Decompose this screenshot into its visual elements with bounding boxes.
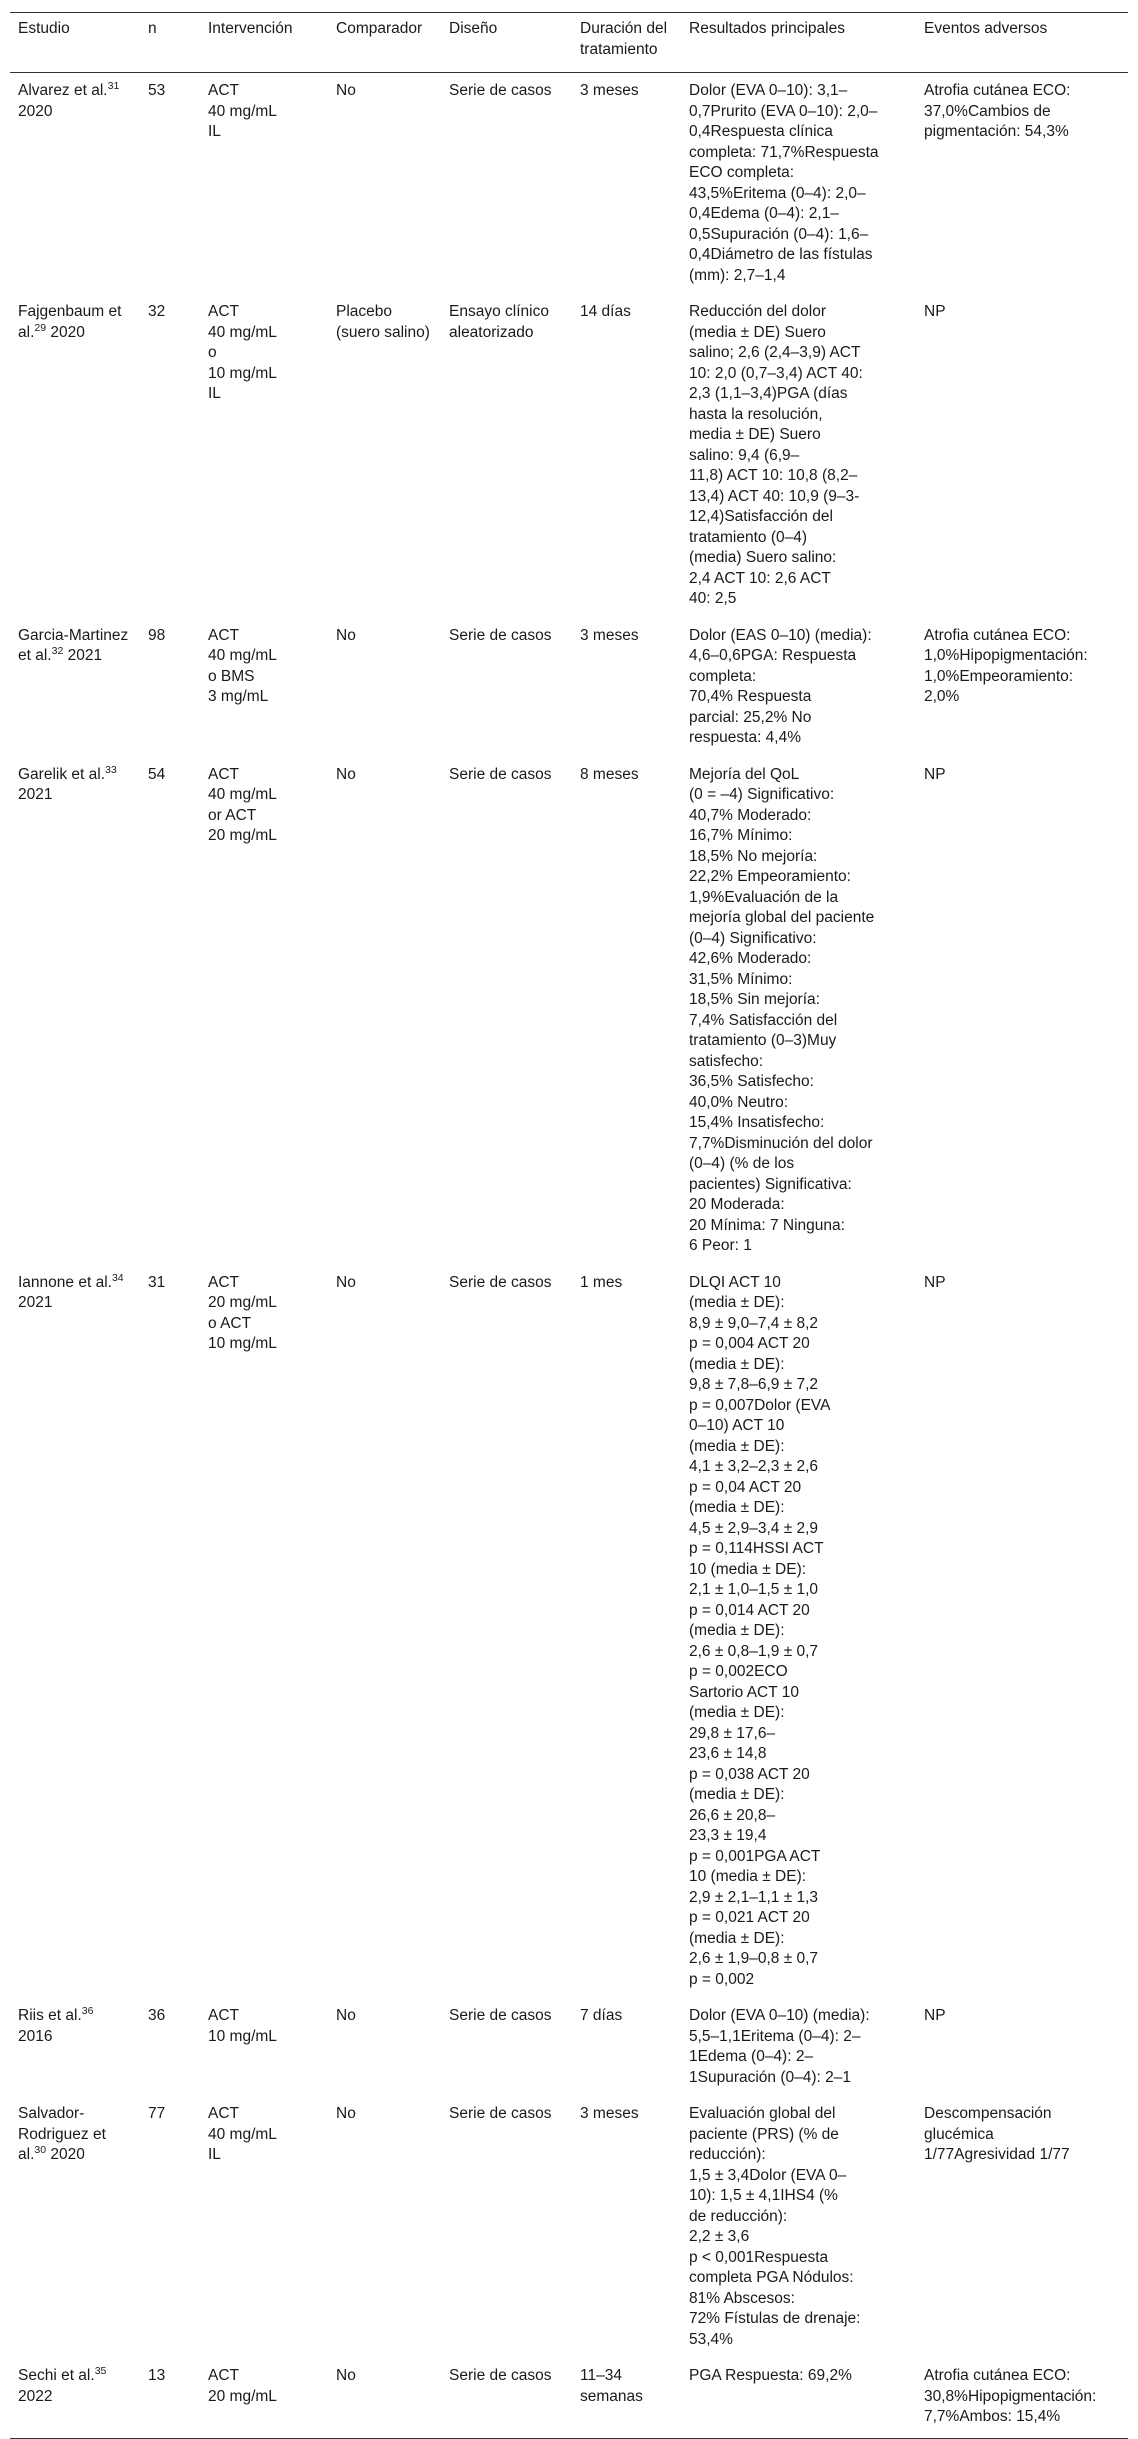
cell-eventos bbox=[916, 618, 1128, 757]
n-value: 53 bbox=[148, 82, 166, 99]
table-row bbox=[10, 757, 1128, 1265]
cell-resultados-line: 81% Abscesos: bbox=[689, 2289, 795, 2307]
cell-resultados-line: (media ± DE): bbox=[689, 1499, 785, 1516]
cell-n bbox=[140, 2358, 200, 2438]
cell-intervencion-line: 40 mg/mL bbox=[208, 323, 277, 341]
table-row bbox=[10, 1265, 1128, 1999]
cell-resultados-line: p < 0,001Respuesta bbox=[689, 2248, 829, 2266]
cell-intervencion bbox=[200, 73, 328, 295]
cell-estudio bbox=[10, 2358, 140, 2438]
table-body bbox=[10, 73, 1128, 2439]
cell-eventos bbox=[916, 2358, 1128, 2438]
cell-intervencion bbox=[200, 2096, 328, 2358]
cell-intervencion-line: ACT bbox=[208, 2367, 239, 2384]
cell-resultados-line: paciente (PRS) (% de bbox=[689, 2125, 839, 2143]
cell-resultados-line: PGA Respuesta: 69,2% bbox=[689, 2367, 852, 2384]
cell-resultados-line: 7,4% Satisfacción del bbox=[689, 1011, 838, 1029]
cell-duracion bbox=[572, 757, 681, 1265]
cell-intervencion-line: ACT bbox=[208, 2007, 239, 2024]
cell-eventos-line: NP bbox=[924, 303, 946, 320]
n-value: 54 bbox=[148, 765, 166, 783]
cell-eventos-line: Atrofia cutánea ECO: bbox=[924, 2367, 1071, 2384]
cell-eventos-line: 37,0%Cambios de bbox=[924, 102, 1051, 120]
header-resultados: Resultados principales bbox=[681, 13, 916, 73]
cell-estudio bbox=[10, 618, 140, 757]
cell-comparador bbox=[328, 1265, 441, 1999]
cell-resultados-line: 42,6% Moderado: bbox=[689, 950, 812, 967]
cell-intervencion-line: 10 mg/mL bbox=[208, 2027, 277, 2045]
cell-diseno bbox=[441, 1998, 572, 2096]
n-value: 36 bbox=[148, 2007, 166, 2024]
cell-resultados-line: 2,2 ± 3,6 bbox=[689, 2228, 750, 2245]
cell-resultados-line: 15,4% Insatisfecho: bbox=[689, 1114, 825, 1131]
header-n: n bbox=[140, 13, 200, 73]
cell-resultados-line: 36,5% Satisfecho: bbox=[689, 1073, 814, 1090]
cell-resultados-line: (media ± DE): bbox=[689, 1622, 785, 1639]
cell-resultados-line: 2,6 ± 0,8–1,9 ± 0,7 bbox=[689, 1642, 819, 1660]
cell-estudio bbox=[10, 1998, 140, 2096]
cell-intervencion bbox=[200, 757, 328, 1265]
cell-resultados bbox=[681, 1265, 916, 1999]
cell-duracion bbox=[572, 2096, 681, 2358]
cell-resultados-line: (mm): 2,7–1,4 bbox=[689, 266, 786, 284]
cell-resultados-line: media ± DE) Suero bbox=[689, 426, 821, 443]
studies-table bbox=[10, 12, 1128, 2439]
diseno-value: Ensayo clínico aleatorizado bbox=[449, 303, 549, 341]
cell-eventos-line: pigmentación: 54,3% bbox=[924, 123, 1069, 140]
cell-resultados-line: DLQI ACT 10 bbox=[689, 1273, 781, 1291]
cell-duracion bbox=[572, 1998, 681, 2096]
comparador-value: No bbox=[336, 626, 356, 644]
cell-eventos bbox=[916, 757, 1128, 1265]
cell-intervencion-line: or ACT bbox=[208, 806, 257, 824]
cell-resultados-line: Dolor (EAS 0–10) (media): bbox=[689, 626, 872, 644]
cell-intervencion-line: o ACT bbox=[208, 1314, 252, 1332]
n-value: 31 bbox=[148, 1273, 166, 1291]
cell-resultados-line: 40,0% Neutro: bbox=[689, 1093, 789, 1111]
cell-eventos-line: 7,7%Ambos: 15,4% bbox=[924, 2408, 1061, 2425]
duracion-value: 14 días bbox=[580, 303, 631, 320]
cell-duracion bbox=[572, 73, 681, 295]
cell-comparador bbox=[328, 618, 441, 757]
study-name: Garelik et al. bbox=[18, 765, 106, 783]
cell-n bbox=[140, 1998, 200, 2096]
cell-resultados-line: 26,6 ± 20,8– bbox=[689, 1806, 776, 1824]
cell-resultados-line: satisfecho: bbox=[689, 1052, 764, 1070]
cell-diseno bbox=[441, 2358, 572, 2438]
cell-duracion bbox=[572, 618, 681, 757]
cell-resultados-line: 13,4) ACT 40: 10,9 (9–3- bbox=[689, 487, 860, 505]
cell-eventos bbox=[916, 2096, 1128, 2358]
cell-resultados-line: parcial: 25,2% No bbox=[689, 708, 812, 726]
cell-resultados-line: 18,5% No mejoría: bbox=[689, 847, 818, 865]
cell-resultados-line: tratamiento (0–3)Muy bbox=[689, 1032, 837, 1049]
cell-resultados-line: 8,9 ± 9,0–7,4 ± 8,2 bbox=[689, 1314, 819, 1332]
cell-resultados-line: (media) Suero salino: bbox=[689, 549, 837, 566]
cell-intervencion-line: o bbox=[208, 344, 217, 361]
study-ref: 31 bbox=[107, 79, 120, 92]
cell-intervencion-line: 40 mg/mL bbox=[208, 102, 277, 120]
duracion-value: 11–34 semanas bbox=[580, 2367, 643, 2405]
table-row bbox=[10, 618, 1128, 757]
cell-resultados-line: (media ± DE): bbox=[689, 1704, 785, 1721]
table-row bbox=[10, 2358, 1128, 2438]
table-row bbox=[10, 294, 1128, 618]
cell-resultados-line: mejoría global del paciente bbox=[689, 909, 875, 926]
cell-intervencion bbox=[200, 2358, 328, 2438]
comparador-value: No bbox=[336, 2105, 356, 2122]
cell-resultados-line: 6 Peor: 1 bbox=[689, 1237, 752, 1254]
cell-intervencion-line: 10 mg/mL bbox=[208, 364, 277, 382]
cell-resultados-line: 2,4 ACT 10: 2,6 ACT bbox=[689, 569, 831, 587]
study-name: Iannone et al. bbox=[18, 1273, 112, 1291]
cell-comparador bbox=[328, 73, 441, 295]
cell-diseno bbox=[441, 2096, 572, 2358]
cell-eventos bbox=[916, 1265, 1128, 1999]
cell-intervencion-line: 40 mg/mL bbox=[208, 647, 277, 664]
cell-diseno bbox=[441, 1265, 572, 1999]
cell-resultados-line: p = 0,114HSSI ACT bbox=[689, 1540, 824, 1557]
cell-comparador bbox=[328, 2358, 441, 2438]
cell-intervencion-line: ACT bbox=[208, 303, 239, 320]
cell-eventos-line: NP bbox=[924, 2007, 946, 2024]
cell-resultados-line: (media ± DE): bbox=[689, 1355, 785, 1373]
n-value: 32 bbox=[148, 303, 166, 320]
cell-eventos-line: glucémica bbox=[924, 2125, 994, 2143]
study-ref: 32 bbox=[51, 644, 64, 657]
cell-resultados-line: 23,6 ± 14,8 bbox=[689, 1745, 767, 1762]
cell-n bbox=[140, 757, 200, 1265]
cell-duracion bbox=[572, 2358, 681, 2438]
cell-resultados-line: completa: bbox=[689, 667, 757, 685]
cell-resultados-line: 0,4Diámetro de las fístulas bbox=[689, 246, 873, 263]
cell-resultados-line: (media ± DE) Suero bbox=[689, 323, 826, 341]
cell-resultados bbox=[681, 2096, 916, 2358]
cell-intervencion-line: 20 mg/mL bbox=[208, 827, 277, 844]
study-name: Fajgenbaum et al. bbox=[18, 303, 122, 341]
n-value: 77 bbox=[148, 2105, 166, 2122]
cell-intervencion-line: ACT bbox=[208, 2105, 239, 2122]
cell-resultados-line: 20 Moderada: bbox=[689, 1196, 785, 1213]
cell-resultados-line: 31,5% Mínimo: bbox=[689, 970, 793, 988]
cell-resultados-line: 18,5% Sin mejoría: bbox=[689, 991, 820, 1008]
cell-resultados-line: completa: 71,7%Respuesta bbox=[689, 143, 879, 161]
cell-eventos-line: NP bbox=[924, 765, 946, 783]
cell-resultados-line: p = 0,002ECO bbox=[689, 1663, 788, 1680]
header-diseno: Diseño bbox=[441, 13, 572, 73]
cell-intervencion bbox=[200, 294, 328, 618]
cell-resultados-line: p = 0,021 ACT 20 bbox=[689, 1909, 810, 1926]
comparador-value: No bbox=[336, 2007, 356, 2024]
cell-estudio bbox=[10, 294, 140, 618]
cell-resultados-line: reducción): bbox=[689, 2146, 766, 2163]
cell-eventos-line: 1/77Agresividad 1/77 bbox=[924, 2146, 1070, 2163]
cell-resultados-line: ECO completa: bbox=[689, 164, 795, 181]
cell-intervencion-line: IL bbox=[208, 123, 221, 140]
diseno-value: Serie de casos bbox=[449, 2367, 552, 2384]
cell-intervencion-line: 3 mg/mL bbox=[208, 688, 269, 705]
study-ref: 29 bbox=[34, 321, 47, 334]
cell-duracion bbox=[572, 1265, 681, 1999]
cell-n bbox=[140, 294, 200, 618]
cell-resultados-line: p = 0,004 ACT 20 bbox=[689, 1335, 810, 1352]
cell-resultados-line: p = 0,038 ACT 20 bbox=[689, 1765, 810, 1783]
cell-resultados-line: 10: 2,0 (0,7–3,4) ACT 40: bbox=[689, 364, 863, 382]
cell-resultados-line: 0,4Respuesta clínica bbox=[689, 123, 833, 140]
header-comparador: Comparador bbox=[328, 13, 441, 73]
cell-eventos bbox=[916, 294, 1128, 618]
cell-resultados bbox=[681, 73, 916, 295]
cell-resultados-line: 10 (media ± DE): bbox=[689, 1868, 807, 1885]
cell-estudio bbox=[10, 73, 140, 295]
comparador-value: Placebo (suero salino) bbox=[336, 303, 430, 341]
cell-intervencion bbox=[200, 1998, 328, 2096]
table-header bbox=[10, 13, 1128, 73]
cell-resultados-line: (0 = –4) Significativo: bbox=[689, 786, 835, 803]
cell-estudio bbox=[10, 757, 140, 1265]
cell-resultados-line: 72% Fístulas de drenaje: bbox=[689, 2310, 861, 2327]
n-value: 13 bbox=[148, 2367, 166, 2384]
study-ref: 33 bbox=[105, 763, 117, 776]
study-name: Alvarez et al. bbox=[18, 82, 108, 99]
cell-resultados-line: p = 0,002 bbox=[689, 1970, 755, 1988]
cell-eventos bbox=[916, 73, 1128, 295]
cell-resultados-line: 22,2% Empeoramiento: bbox=[689, 868, 851, 885]
cell-comparador bbox=[328, 1998, 441, 2096]
table-row bbox=[10, 2096, 1128, 2358]
table-row bbox=[10, 1998, 1128, 2096]
cell-resultados-line: salino; 2,6 (2,4–3,9) ACT bbox=[689, 344, 861, 361]
cell-resultados bbox=[681, 757, 916, 1265]
cell-intervencion-line: 20 mg/mL bbox=[208, 1294, 277, 1311]
cell-resultados bbox=[681, 2358, 916, 2438]
cell-resultados-line: p = 0,007Dolor (EVA bbox=[689, 1396, 831, 1414]
table-row bbox=[10, 73, 1128, 295]
cell-resultados-line: Dolor (EVA 0–10) (media): bbox=[689, 2007, 870, 2024]
cell-resultados-line: Sartorio ACT 10 bbox=[689, 1683, 799, 1701]
cell-eventos-line: 1,0%Hipopigmentación: bbox=[924, 647, 1088, 664]
cell-eventos bbox=[916, 1998, 1128, 2096]
comparador-value: No bbox=[336, 1273, 356, 1291]
cell-resultados-line: p = 0,04 ACT 20 bbox=[689, 1478, 802, 1496]
cell-resultados bbox=[681, 294, 916, 618]
cell-intervencion-line: 20 mg/mL bbox=[208, 2387, 277, 2405]
cell-resultados bbox=[681, 618, 916, 757]
cell-intervencion-line: IL bbox=[208, 385, 221, 402]
cell-resultados-line: 1Supuración (0–4): 2–1 bbox=[689, 2068, 852, 2086]
cell-intervencion-line: o BMS bbox=[208, 667, 255, 685]
cell-resultados-line: hasta la resolución, bbox=[689, 405, 823, 423]
cell-resultados-line: completa PGA Nódulos: bbox=[689, 2269, 854, 2286]
study-year: 2021 bbox=[18, 786, 53, 803]
duracion-value: 1 mes bbox=[580, 1273, 623, 1291]
cell-diseno bbox=[441, 294, 572, 618]
study-name: Salvador-Rodriguez et al. bbox=[18, 2105, 106, 2163]
cell-diseno bbox=[441, 73, 572, 295]
cell-resultados-line: 4,6–0,6PGA: Respuesta bbox=[689, 647, 857, 664]
cell-eventos-line: Descompensación bbox=[924, 2105, 1052, 2122]
duracion-value: 8 meses bbox=[580, 765, 639, 783]
cell-n bbox=[140, 1265, 200, 1999]
comparador-value: No bbox=[336, 765, 356, 783]
study-ref: 34 bbox=[111, 1271, 124, 1284]
cell-resultados-line: 2,3 (1,1–3,4)PGA (días bbox=[689, 385, 848, 402]
cell-resultados-line: tratamiento (0–4) bbox=[689, 528, 808, 546]
cell-resultados-line: de reducción): bbox=[689, 2207, 788, 2225]
cell-estudio bbox=[10, 1265, 140, 1999]
cell-resultados-line: 2,6 ± 1,9–0,8 ± 0,7 bbox=[689, 1950, 819, 1967]
study-year: 2020 bbox=[18, 102, 53, 120]
cell-resultados-line: 40: 2,5 bbox=[689, 590, 737, 607]
study-name: Riis et al. bbox=[18, 2007, 82, 2024]
cell-resultados-line: Evaluación global del bbox=[689, 2105, 836, 2122]
cell-resultados-line: 9,8 ± 7,8–6,9 ± 7,2 bbox=[689, 1376, 819, 1393]
cell-resultados-line: pacientes) Significativa: bbox=[689, 1175, 852, 1193]
header-estudio: Estudio bbox=[10, 13, 140, 73]
duracion-value: 3 meses bbox=[580, 626, 639, 644]
cell-resultados-line: p = 0,014 ACT 20 bbox=[689, 1601, 810, 1619]
diseno-value: Serie de casos bbox=[449, 765, 552, 783]
cell-resultados-line: p = 0,001PGA ACT bbox=[689, 1847, 821, 1865]
cell-diseno bbox=[441, 618, 572, 757]
cell-eventos-line: 1,0%Empeoramiento: bbox=[924, 667, 1074, 685]
cell-resultados-line: Reducción del dolor bbox=[689, 303, 827, 320]
cell-resultados-line: 29,8 ± 17,6– bbox=[689, 1724, 776, 1742]
study-year: 2021 bbox=[18, 1294, 53, 1311]
cell-intervencion bbox=[200, 1265, 328, 1999]
cell-n bbox=[140, 2096, 200, 2358]
cell-eventos-line: NP bbox=[924, 1273, 946, 1291]
study-ref: 30 bbox=[34, 2143, 47, 2156]
diseno-value: Serie de casos bbox=[449, 1273, 552, 1291]
cell-resultados-line: 23,3 ± 19,4 bbox=[689, 1827, 767, 1844]
cell-resultados-line: 4,1 ± 3,2–2,3 ± 2,6 bbox=[689, 1458, 819, 1475]
cell-intervencion-line: 10 mg/mL bbox=[208, 1335, 277, 1352]
header-row bbox=[10, 13, 1128, 73]
cell-resultados-line: 1,5 ± 3,4Dolor (EVA 0– bbox=[689, 2166, 847, 2184]
cell-resultados-line: 1Edema (0–4): 2– bbox=[689, 2048, 814, 2065]
cell-eventos-line: 30,8%Hipopigmentación: bbox=[924, 2387, 1097, 2405]
cell-resultados-line: 43,5%Eritema (0–4): 2,0– bbox=[689, 184, 866, 202]
cell-resultados-line: Dolor (EVA 0–10): 3,1– bbox=[689, 82, 848, 99]
cell-intervencion-line: 40 mg/mL bbox=[208, 786, 277, 803]
study-ref: 36 bbox=[81, 2004, 94, 2017]
cell-intervencion-line: ACT bbox=[208, 626, 239, 644]
cell-resultados-line: 10 (media ± DE): bbox=[689, 1560, 807, 1578]
comparador-value: No bbox=[336, 2367, 356, 2384]
cell-resultados-line: respuesta: 4,4% bbox=[689, 729, 802, 746]
cell-resultados-line: 4,5 ± 2,9–3,4 ± 2,9 bbox=[689, 1519, 819, 1537]
cell-resultados-line: 1,9%Evaluación de la bbox=[689, 888, 839, 906]
diseno-value: Serie de casos bbox=[449, 2007, 552, 2024]
cell-resultados-line: (0–4) Significativo: bbox=[689, 929, 817, 947]
study-year: 2016 bbox=[18, 2027, 53, 2045]
cell-resultados-line: 0,7Prurito (EVA 0–10): 2,0– bbox=[689, 102, 878, 120]
comparador-value: No bbox=[336, 82, 356, 99]
cell-duracion bbox=[572, 294, 681, 618]
cell-resultados bbox=[681, 1998, 916, 2096]
cell-resultados-line: 0,4Edema (0–4): 2,1– bbox=[689, 205, 839, 222]
cell-estudio bbox=[10, 2096, 140, 2358]
cell-resultados-line: 2,9 ± 2,1–1,1 ± 1,3 bbox=[689, 1888, 819, 1906]
diseno-value: Serie de casos bbox=[449, 626, 552, 644]
cell-intervencion-line: ACT bbox=[208, 1273, 239, 1291]
study-year: 2020 bbox=[46, 323, 85, 341]
diseno-value: Serie de casos bbox=[449, 2105, 552, 2122]
cell-comparador bbox=[328, 757, 441, 1265]
duracion-value: 7 días bbox=[580, 2007, 623, 2024]
cell-resultados-line: (media ± DE): bbox=[689, 1786, 785, 1803]
cell-eventos-line: Atrofia cutánea ECO: bbox=[924, 626, 1071, 644]
cell-resultados-line: 7,7%Disminución del dolor bbox=[689, 1134, 873, 1152]
study-name: Sechi et al. bbox=[18, 2367, 95, 2384]
cell-resultados-line: (media ± DE): bbox=[689, 1437, 785, 1455]
header-eventos: Eventos adversos bbox=[916, 13, 1128, 73]
cell-resultados-line: salino: 9,4 (6,9– bbox=[689, 446, 800, 464]
study-ref: 35 bbox=[94, 2364, 107, 2377]
header-intervencion: Intervención bbox=[200, 13, 328, 73]
cell-resultados-line: 0,5Supuración (0–4): 1,6– bbox=[689, 225, 869, 243]
cell-resultados-line: (media ± DE): bbox=[689, 1294, 785, 1311]
cell-resultados-line: 11,8) ACT 10: 10,8 (8,2– bbox=[689, 467, 858, 484]
diseno-value: Serie de casos bbox=[449, 82, 552, 99]
cell-resultados-line: Mejoría del QoL bbox=[689, 765, 800, 783]
cell-intervencion-line: IL bbox=[208, 2146, 221, 2163]
cell-resultados-line: 16,7% Mínimo: bbox=[689, 827, 793, 844]
cell-resultados-line: 20 Mínima: 7 Ninguna: bbox=[689, 1216, 845, 1234]
cell-resultados-line: (0–4) (% de los bbox=[689, 1155, 795, 1172]
cell-comparador bbox=[328, 294, 441, 618]
n-value: 98 bbox=[148, 626, 166, 644]
duracion-value: 3 meses bbox=[580, 82, 639, 99]
study-year: 2021 bbox=[63, 647, 103, 664]
study-year: 2020 bbox=[46, 2146, 85, 2163]
cell-resultados-line: (media ± DE): bbox=[689, 1929, 785, 1947]
cell-resultados-line: 12,4)Satisfacción del bbox=[689, 508, 833, 525]
cell-diseno bbox=[441, 757, 572, 1265]
cell-intervencion-line: ACT bbox=[208, 82, 239, 99]
cell-resultados-line: 70,4% Respuesta bbox=[689, 688, 812, 705]
study-name: Garcia-Martinez et al. bbox=[18, 626, 129, 664]
cell-eventos-line: 2,0% bbox=[924, 688, 960, 705]
cell-resultados-line: 2,1 ± 1,0–1,5 ± 1,0 bbox=[689, 1581, 819, 1598]
cell-eventos-line: Atrofia cutánea ECO: bbox=[924, 82, 1071, 99]
study-year: 2022 bbox=[18, 2387, 53, 2405]
cell-intervencion-line: 40 mg/mL bbox=[208, 2125, 277, 2143]
cell-resultados-line: 40,7% Moderado: bbox=[689, 806, 812, 824]
header-duracion: Duración del tratamiento bbox=[572, 13, 681, 73]
cell-resultados-line: 10): 1,5 ± 4,1IHS4 (% bbox=[689, 2187, 838, 2204]
cell-comparador bbox=[328, 2096, 441, 2358]
duracion-value: 3 meses bbox=[580, 2105, 639, 2122]
cell-n bbox=[140, 618, 200, 757]
cell-n bbox=[140, 73, 200, 295]
cell-resultados-line: 53,4% bbox=[689, 2330, 733, 2348]
cell-intervencion bbox=[200, 618, 328, 757]
cell-intervencion-line: ACT bbox=[208, 765, 239, 783]
cell-resultados-line: 5,5–1,1Eritema (0–4): 2– bbox=[689, 2027, 861, 2045]
cell-resultados-line: 0–10) ACT 10 bbox=[689, 1417, 785, 1434]
